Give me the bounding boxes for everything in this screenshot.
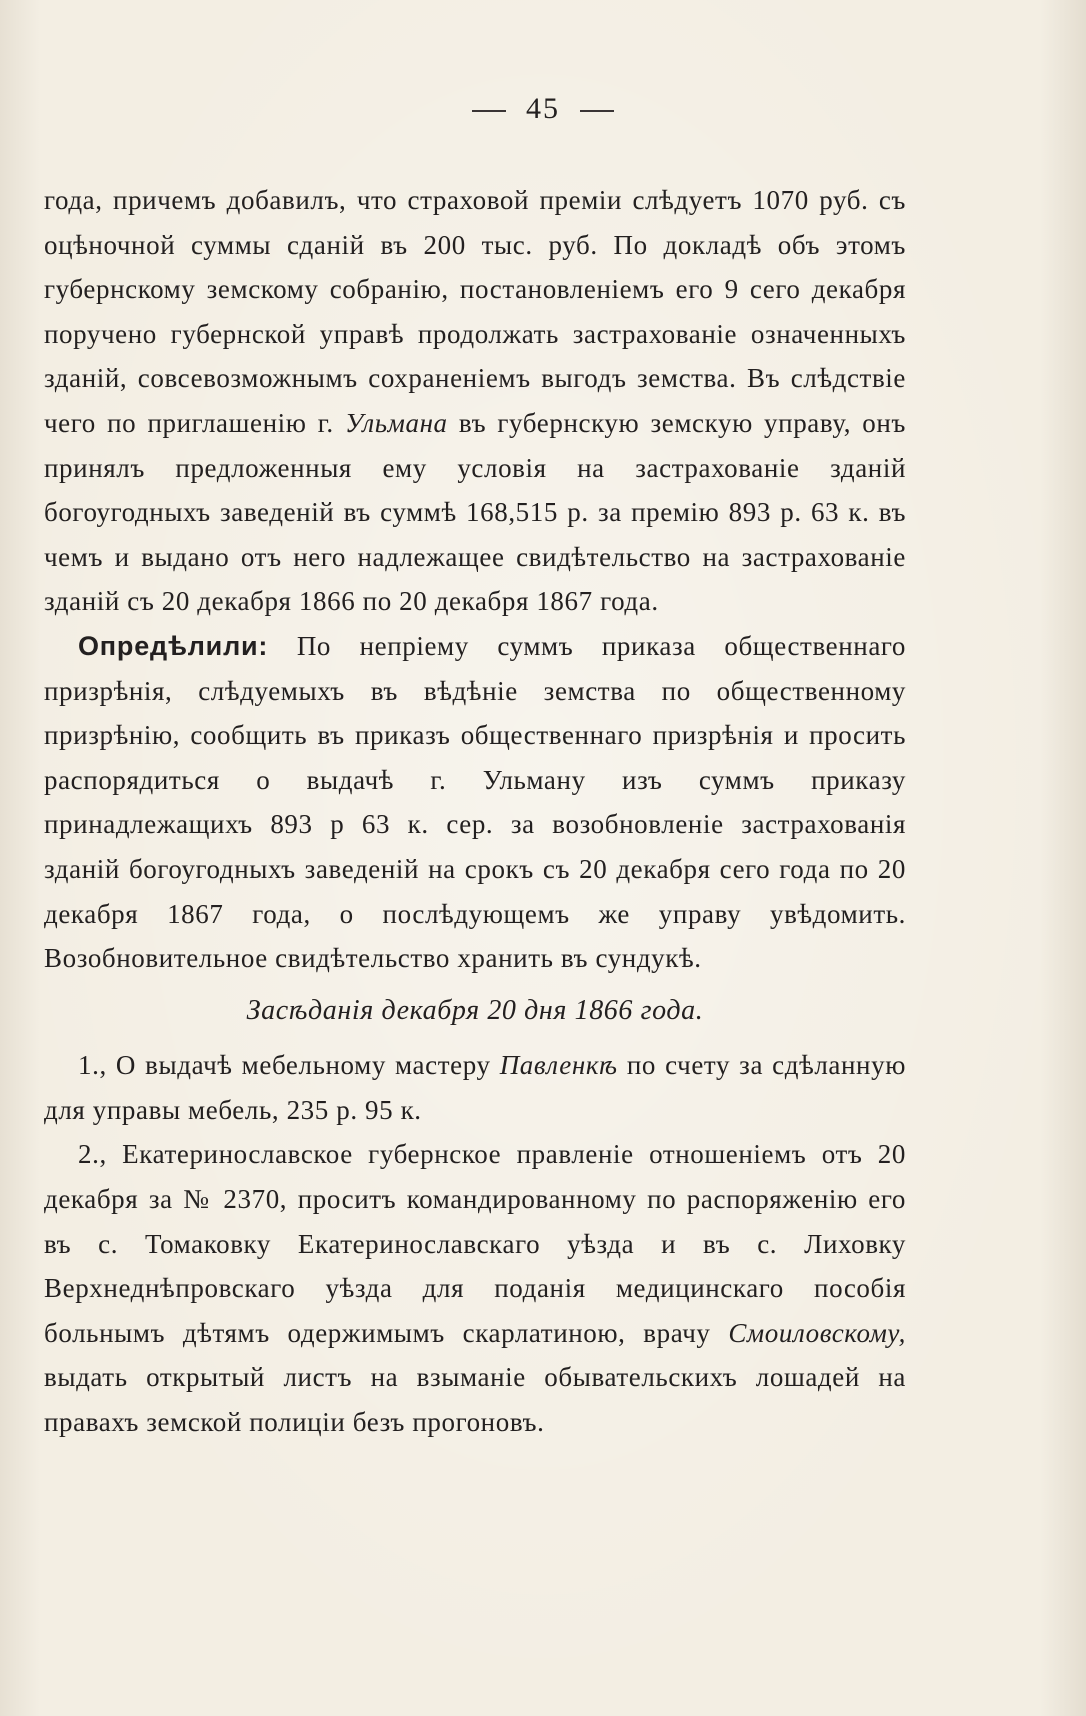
paragraph-resolution [44,624,906,981]
item-2-text-after: выдать открытый листъ на взыманіе обывательскихъ лошадей на правахъ земской полиціи безъ прогоновъ. [44,1362,906,1438]
paragraph-1-text-after: въ губернскую земскую управу, онъ принялъ предложенныя ему условія на застрахованіе зданій богоугодныхъ заведеній въ суммѣ 168,515 р. за премію 893 р. 63 к. въ чемъ и выдано отъ него надлежащее свидѣтельство на застрахованіе зданій съ 20 декабря 1866 по 20 декабря 1867 года. [44,407,906,617]
page-body [44,178,906,1445]
item-2-text: 2., Екатеринославское губернское правленіе отношеніемъ отъ 20 декабря за № 2370, проситъ командированному по распоряженію его въ с. Томаковку Екатеринославскаго уѣзда и въ с. Лиховку Верхнеднѣпровскаго уѣзда для поданія медицинскаго пособія больнымъ дѣтямъ одержимымъ скарлатиною, врачу [44,1139,906,1348]
resolution-label: Опредѣлили: [78,630,269,661]
resolution-text: По непріему суммъ приказа общественнаго призрѣнія, слѣдуемыхъ въ вѣдѣніе земства по общественному призрѣнію, сообщить въ приказъ общественнаго призрѣнія и просить распорядиться о выдачѣ г. Ульману изъ суммъ приказу принадлежащихъ 893 р 63 к. сер. за возобновленіе застрахованія зданій богоугодныхъ заведеній на срокъ съ 20 декабря сего года по 20 декабря 1867 года, о послѣдующемъ же управу увѣдомить. Возобновительное свидѣтельство хранить въ сундукѣ. [44,630,906,974]
item-1-text-after: по счету за сдѣланную для управы мебель, 235 р. 95 к. [44,1050,906,1125]
header-dash-right [580,110,614,112]
item-2 [44,1132,906,1444]
name-smoilovsky: Смоиловскому, [728,1317,906,1348]
name-pavlenko: Павленкѣ [499,1050,618,1081]
page-number: 45 [526,92,560,125]
item-1 [44,1043,906,1132]
session-heading: Засѣданія декабря 20 дня 1866 года. [246,994,704,1026]
name-ulman: Ульмана [344,407,448,438]
paragraph-continuation [44,178,906,624]
item-1-text: 1., О выдачѣ мебельному мастеру [78,1050,491,1081]
paragraph-1-text: года, причемъ добавилъ, что страховой преміи слѣдуетъ 1070 руб. съ оцѣночной суммы сданій въ 200 тыс. руб. По докладѣ объ этомъ губернскому земскому собранію, постановленіемъ его 9 сего декабря поручено губернской управѣ продолжать застрахованіе означенныхъ зданій, совсевозможнымъ сохраненіемъ выгодъ земства. Въ слѣдствіе чего по приглашенію г. [44,185,906,438]
page-header [0,92,1086,126]
header-dash-left [472,110,506,112]
